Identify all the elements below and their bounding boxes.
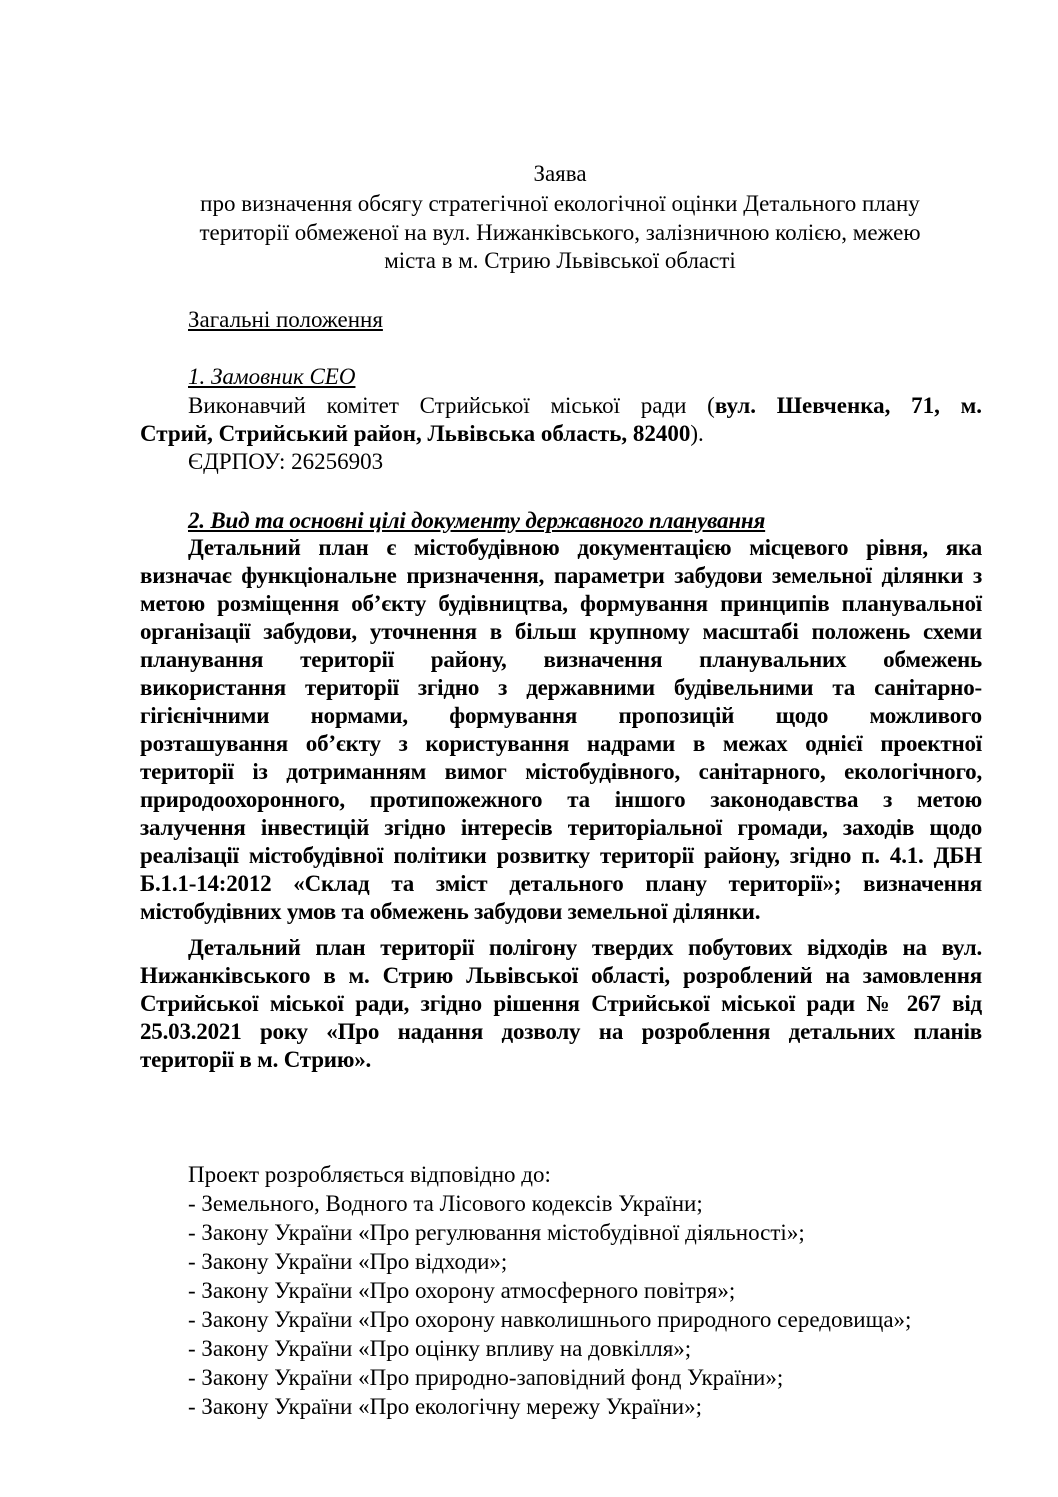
basis-list-item: - Закону України «Про оцінку впливу на довкілля»; <box>188 1336 692 1361</box>
paragraph-2-line: 25.03.2021 року «Про надання дозволу на розроблення детальних планів <box>140 1019 982 1044</box>
basis-intro: Проект розробляється відповідно до: <box>188 1162 551 1187</box>
basis-list-item: - Закону України «Про природно-заповідний фонд України»; <box>188 1365 784 1390</box>
basis-list-item: - Закону України «Про охорону атмосферного повітря»; <box>188 1278 736 1303</box>
paragraph-1-line: використання території згідно з державними будівельними та санітарно- <box>140 675 982 700</box>
paragraph-2-line: Нижанківського в м. Стрию Львівської області, розроблений на замовлення <box>140 963 982 988</box>
paragraph-2-line: території в м. Стрию». <box>140 1047 372 1072</box>
paragraph-1-line: Детальний план є містобудівною документацією місцевого рівня, яка <box>188 535 982 560</box>
paragraph-1-line: розташування об’єкту з користування надрами в межах однієї проектної <box>140 731 982 756</box>
customer-name: Виконавчий комітет Стрийської міської ради ( <box>188 393 715 418</box>
customer-line-2 <box>140 421 704 447</box>
customer-address-part-1: вул. Шевченка, 71, м. <box>714 393 982 418</box>
paragraph-1-line: планування території району, визначення планувальних обмежень <box>140 647 982 672</box>
paragraph-1-line: території із дотриманням вимог містобудівного, санітарного, екологічного, <box>140 759 982 784</box>
basis-list-item: - Закону України «Про регулювання містобудівної діяльності»; <box>188 1220 805 1245</box>
paragraph-1-line: природоохоронного, протипожежного та іншого законодавства з метою <box>140 787 982 812</box>
paragraph-1-line: гігієнічними нормами, формування пропозицій щодо можливого <box>140 703 982 728</box>
edrpou-code: ЄДРПОУ: 26256903 <box>188 449 384 474</box>
paragraph-1-line: організації забудови, уточнення в більш крупному масштабі положень схеми <box>140 619 982 644</box>
section-2-heading: 2. Вид та основні цілі документу державного планування <box>188 508 766 533</box>
paragraph-1-line: Б.1.1-14:2012 «Склад та зміст детального плану території»; визначення <box>140 871 982 896</box>
customer-line-1 <box>188 393 982 419</box>
document-subtitle-line: про визначення обсягу стратегічної екологічної оцінки Детального плану <box>200 191 920 216</box>
paragraph-1-line: метою розміщення об’єкту будівництва, формування принципів планувальної <box>140 591 982 616</box>
section-1-heading: 1. Замовник СЕО <box>188 364 356 389</box>
customer-address-part-2: Стрий, Стрийський район, Львівська область, 82400 <box>140 421 691 446</box>
basis-list-item: - Закону України «Про відходи»; <box>188 1249 508 1274</box>
basis-list-item: - Закону України «Про екологічну мережу України»; <box>188 1394 702 1419</box>
document-subtitle-line: міста в м. Стрию Львівської області <box>384 248 736 273</box>
customer-address-tail: ). <box>690 421 704 446</box>
document-subtitle-line: території обмеженої на вул. Нижанківського, залізничною колією, межею <box>199 220 921 245</box>
general-provisions-heading: Загальні положення <box>188 307 383 332</box>
paragraph-1-line: реалізації містобудівної політики розвитку території району, згідно п. 4.1. ДБН <box>140 843 982 868</box>
basis-list-item: - Закону України «Про охорону навколишнього природного середовища»; <box>188 1307 912 1332</box>
basis-list-item: - Земельного, Водного та Лісового кодексів України; <box>188 1191 703 1216</box>
paragraph-1-line: залучення інвестицій згідно інтересів територіальної громади, заходів щодо <box>140 815 982 840</box>
paragraph-1-line: визначає функціональне призначення, параметри забудови земельної ділянки з <box>140 563 982 588</box>
document-title: Заява <box>533 161 587 186</box>
paragraph-1-line: містобудівних умов та обмежень забудови земельної ділянки. <box>140 899 761 924</box>
paragraph-2-line: Стрийської міської ради, згідно рішення Стрийської міської ради № 267 від <box>140 991 982 1016</box>
paragraph-2-line: Детальний план території полігону твердих побутових відходів на вул. <box>188 935 982 960</box>
